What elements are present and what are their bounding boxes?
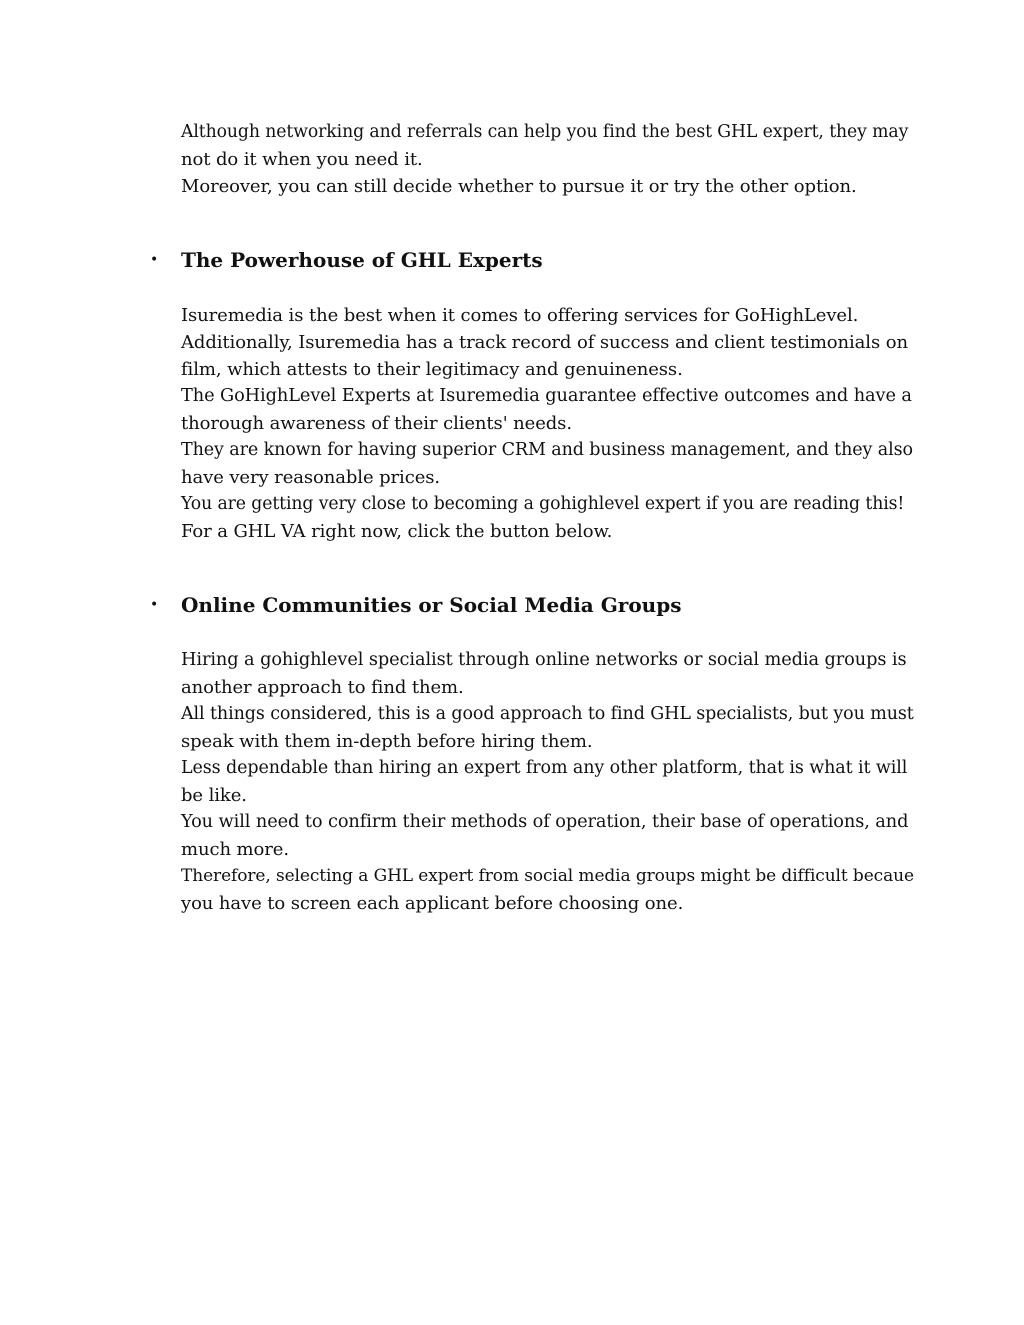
section-2-line-4: speak with them in-depth before hiring them. [181,731,593,752]
section-1-line-8: You are getting very close to becoming a gohighlevel expert if you are reading this! [181,494,905,514]
section-2-line-9: Therefore, selecting a GHL expert from social media groups might be difficult becaue [181,866,914,886]
section-2-line-5: Less dependable than hiring an expert from any other platform, that is what it will [181,758,908,778]
section-1-line-2: Additionally, Isuremedia has a track record of success and client testimonials on [181,332,908,353]
section-2-line-10: you have to screen each applicant before choosing one. [181,893,684,914]
section-1-line-3: film, which attests to their legitimacy and genuineness. [181,359,683,380]
section-2-line-6: be like. [181,785,247,806]
intro-line-3: Moreover, you can still decide whether to pursue it or try the other option. [181,176,857,197]
section-1-bullet-icon: • [150,252,159,268]
section-2-line-7: You will need to confirm their methods of operation, their base of operations, and [181,812,909,832]
section-1-line-4: The GoHighLevel Experts at Isuremedia guarantee effective outcomes and have a [181,386,912,406]
section-2-line-1: Hiring a gohighlevel specialist through online networks or social media groups is [181,650,907,670]
intro-line-2: not do it when you need it. [181,149,423,170]
section-2-heading: Online Communities or Social Media Groups [181,593,682,617]
section-1-line-6: They are known for having superior CRM and business management, and they also [181,440,913,460]
section-2-line-8: much more. [181,839,289,860]
section-2-line-3: All things considered, this is a good approach to find GHL specialists, but you must [181,704,914,724]
section-1-line-1: Isuremedia is the best when it comes to offering services for GoHighLevel. [181,305,859,326]
section-1-line-7: have very reasonable prices. [181,467,441,488]
section-1-line-5: thorough awareness of their clients' needs. [181,413,572,434]
section-2-line-2: another approach to find them. [181,677,464,698]
section-2-bullet-icon: • [150,597,159,613]
section-1-heading: The Powerhouse of GHL Experts [181,248,543,272]
section-1-line-9: For a GHL VA right now, click the button below. [181,521,613,542]
intro-line-1: Although networking and referrals can help you find the best GHL expert, they may [181,122,909,142]
